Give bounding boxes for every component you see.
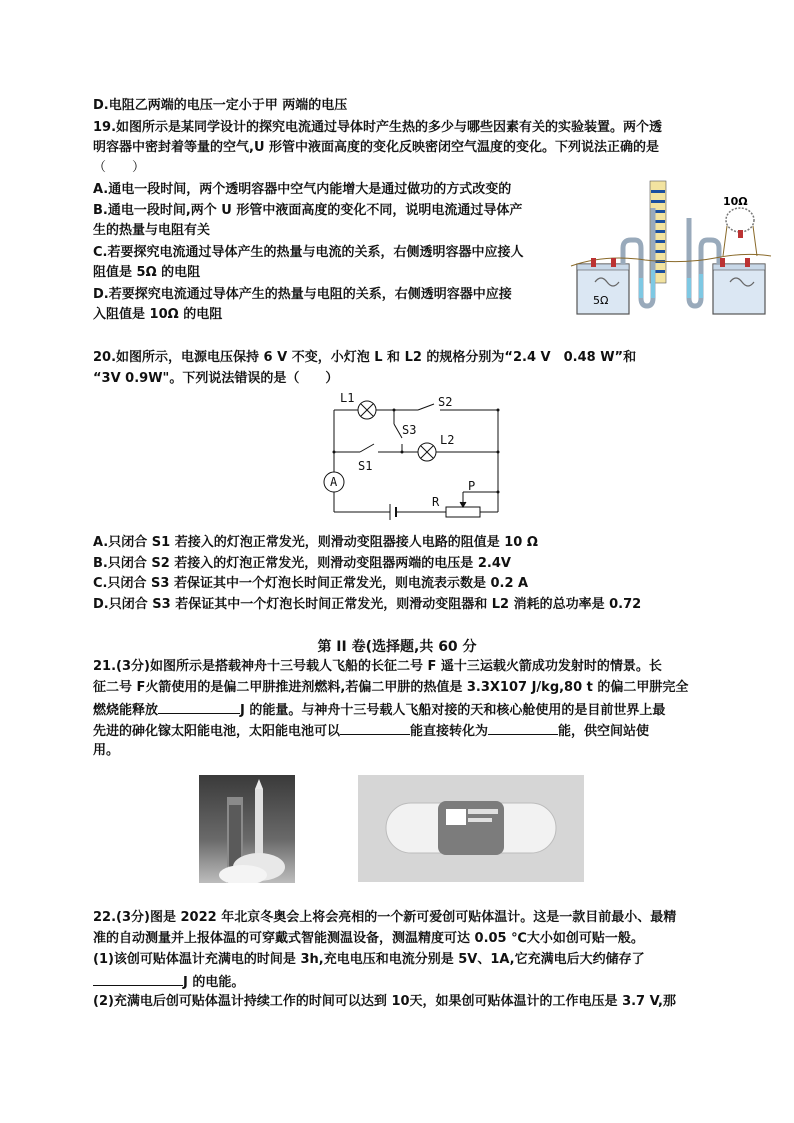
q20-circuit-diagram (322, 388, 512, 520)
q22-line-2: 准的自动测量并上报体温的可穿戴式智能测温设备，测温精度可达 0.05 ℃大小如创可贴一般。 (93, 931, 644, 946)
q20-option-d: D.只闭合 S3 若保证其中一个灯泡长时间正常发光，则滑动变阻器和 L2 消耗的总功率是 0.72 (93, 597, 642, 612)
q19-stem-line-2: 明容器中密封着等量的空气,U 形管中液面高度的变化反映密闭空气温度的变化。下列说法正确的是 (93, 140, 660, 155)
q19-apparatus-figure (565, 178, 773, 318)
rocket-launch-photo (199, 775, 295, 883)
q19-label-10ohm: 10Ω (723, 195, 748, 208)
circuit-label-ammeter: A (330, 475, 338, 489)
circuit-label-s2: S2 (438, 395, 453, 409)
q19-stem-line-1: 19.如图所示是某同学设计的探究电流通过导体时产生热的多少与哪些因素有关的实验装置。两个透 (93, 120, 663, 135)
q20-stem-line-2: “3V 0.9W"。下列说法错误的是（ ） (93, 371, 339, 386)
q19-option-a: A.通电一段时间，两个透明容器中空气内能增大是通过做功的方式改变的 (93, 182, 512, 197)
q22-line-3: (1)该创可贴体温计充满电的时间是 3h,充电电压和电流分别是 5V、1A,它充满电后大约储存了 (93, 952, 645, 967)
q19-label-5ohm: 5Ω (593, 294, 609, 307)
circuit-label-s3: S3 (402, 423, 417, 437)
q21-line-1: 21.(3分)如图所示是搭载神舟十三号载人飞船的长征二号 F 遥十三运载火箭成功发射时的情景。长 (93, 659, 662, 674)
q20-option-a: A.只闭合 S1 若接入的灯泡正常发光，则滑动变阻器接人电路的阻值是 10 Ω (93, 535, 538, 550)
q18-option-d: D.电阻乙两端的电压一定小于甲 两端的电压 (93, 98, 348, 113)
q22-line-5: (2)充满电后创可贴体温计持续工作的时间可以达到 10天，如果创可贴体温计的工作电压是 3.7 V,那 (93, 994, 676, 1009)
q20-option-b: B.只闭合 S2 若接入的灯泡正常发光，则滑动变阻器两端的电压是 2.4V (93, 556, 511, 571)
q19-option-c-line-2: 阻值是 5Ω 的电阻 (93, 265, 201, 280)
q21-line-3-start: 燃烧能释放 (93, 703, 159, 718)
q21-blank-energy-from[interactable] (340, 720, 410, 735)
circuit-label-l2: L2 (440, 433, 455, 447)
q19-option-b-line-1: B.通电一段时间,两个 U 形管中液面高度的变化不同，说明电流通过导体产 (93, 203, 523, 218)
circuit-label-s1: S1 (358, 459, 373, 473)
section-2-title: 第 II 卷(选择题,共 60 分 (317, 639, 477, 655)
q21-line-3 (93, 699, 665, 721)
q22-line-4 (93, 971, 244, 993)
q21-line-2: 征二号 F火箭使用的是偏二甲肼推进剂燃料,若偏二甲肼的热值是 3.3X107 J/kg,80 t 的偏二甲肼完全 (93, 680, 689, 695)
q20-option-c: C.只闭合 S3 若保证其中一个灯泡长时间正常发光，则电流表示数是 0.2 A (93, 576, 529, 591)
circuit-label-p: P (468, 479, 476, 493)
circuit-label-l1: L1 (340, 391, 355, 405)
band-aid-thermometer-photo (358, 775, 584, 882)
circuit-label-r: R (432, 495, 440, 509)
q21-line-4-mid: 能直接转化为 (410, 724, 489, 739)
q19-option-c-line-1: C.若要探究电流通过导体产生的热量与电流的关系，右侧透明容器中应接人 (93, 245, 524, 260)
q19-option-d-line-1: D.若要探究电流通过导体产生的热量与电阻的关系，右侧透明容器中应接 (93, 287, 512, 302)
q21-line-4 (93, 720, 649, 742)
q21-line-4-end: 能，供空间站使 (558, 724, 650, 739)
q19-stem-line-3: （ ） (93, 160, 146, 175)
q21-blank-energy[interactable] (158, 699, 240, 714)
q21-line-3-end: J 的能量。与神舟十三号载人飞船对接的天和核心舱使用的是目前世界上最 (240, 703, 666, 718)
q19-option-d-line-2: 入阻值是 10Ω 的电阻 (93, 307, 223, 322)
q22-line-4-end: J 的电能。 (183, 975, 245, 990)
q19-option-b-line-2: 生的热量与电阻有关 (93, 223, 211, 238)
q21-blank-energy-to[interactable] (488, 720, 558, 735)
q21-line-5: 用。 (93, 743, 120, 758)
q20-stem-line-1: 20.如图所示，电源电压保持 6 V 不变，小灯泡 L 和 L2 的规格分别为“2.4 V 0.48 W”和 (93, 350, 637, 365)
q22-blank-energy[interactable] (93, 971, 183, 986)
q21-line-4-start: 先进的砷化镓太阳能电池，太阳能电池可以 (93, 724, 341, 739)
q22-line-1: 22.(3分)图是 2022 年北京冬奥会上将会亮相的一个新可爱创可贴体温计。这是一款目前最小、最精 (93, 910, 677, 925)
